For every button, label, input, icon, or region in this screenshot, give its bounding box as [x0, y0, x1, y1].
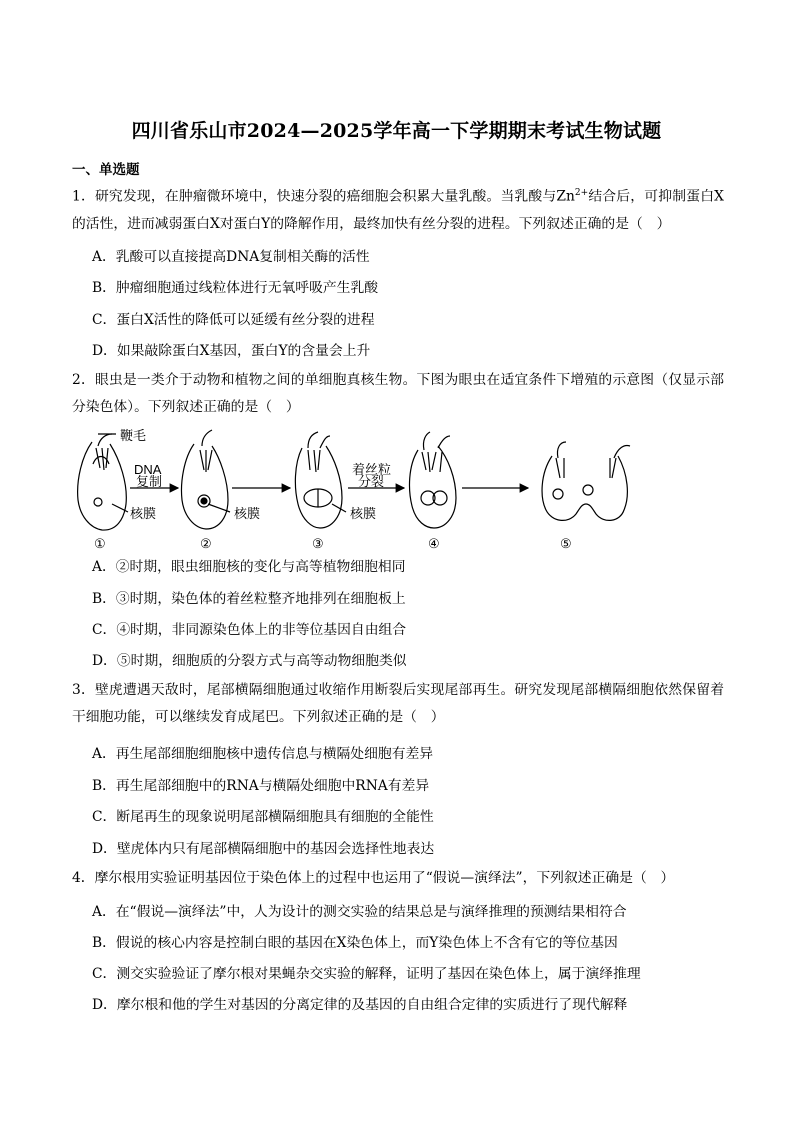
question-1-option-c: C．蛋白X活性的降低可以延缓有丝分裂的进程	[92, 312, 375, 328]
arrow-1-label-line1: DNA	[134, 462, 162, 477]
arrow-3-label-line1: 着丝粒	[352, 462, 392, 477]
arrow-1-label-line2: 复制	[136, 474, 163, 489]
cell-stage-5	[542, 442, 630, 520]
question-3-stem: 3．壁虎遭遇天敌时，尾部横隔细胞通过收缩作用断裂后实现尾部再生。研究发现尾部横隔细胞依然保留着干细胞功能，可以继续发育成尾巴。下列叙述正确的是（ ）	[72, 682, 724, 725]
euglena-division-diagram	[62, 428, 702, 556]
question-3-option-a: A．再生尾部细胞细胞核中遗传信息与横隔处细胞有差异	[92, 746, 434, 762]
nucleus-label-2: 核膜	[234, 506, 261, 521]
question-2-stem: 2．眼虫是一类介于动物和植物之间的单细胞真核生物。下图为眼虫在适宜条件下增殖的示意图（仅显示部分染色体）。下列叙述正确的是（ ）	[72, 372, 724, 415]
cell-stage-3	[295, 432, 342, 528]
question-3-option-d: D．壁虎体内只有尾部横隔细胞中的基因会选择性地表达	[92, 841, 435, 857]
section-heading: 一、单选题	[72, 162, 140, 178]
page-title: 四川省乐山市2024—2025学年高一下学期期末考试生物试题	[131, 120, 662, 142]
stage-label-5: ⑤	[560, 536, 572, 551]
question-2-option-c: C．④时期，非同源染色体上的非等位基因自由组合	[92, 622, 407, 638]
stage-label-2: ②	[200, 536, 212, 551]
cell-stage-4	[410, 432, 456, 528]
nucleus-label-3: 核膜	[350, 506, 377, 521]
question-2-option-d: D．⑤时期，细胞质的分裂方式与高等动物细胞类似	[92, 653, 407, 669]
arrow-3-label-line2: 分裂	[358, 474, 385, 489]
flagellum-label: 鞭毛	[120, 428, 147, 443]
question-4-option-b: B．假说的核心内容是控制白眼的基因在X染色体上，而Y染色体上不含有它的等位基因	[92, 935, 618, 951]
question-4-option-a: A．在“假说—演绎法”中，人为设计的测交实验的结果总是与演绎推理的预测结果相符合	[92, 904, 627, 920]
question-1-option-b: B．肿瘤细胞通过线粒体进行无氧呼吸产生乳酸	[92, 280, 379, 296]
cell-stage-1	[78, 434, 127, 530]
stage-label-1: ①	[94, 536, 106, 551]
stage-label-4: ④	[428, 536, 440, 551]
cell-stage-2	[182, 430, 229, 529]
question-1-option-a: A．乳酸可以直接提高DNA复制相关酶的活性	[92, 249, 370, 265]
stage-label-3: ③	[312, 536, 324, 551]
question-1-stem: 1．研究发现，在肿瘤微环境中，快速分裂的癌细胞会积累大量乳酸。当乳酸与$Zn^{2+}$结合后，可抑制蛋白X的活性，进而减弱蛋白X对蛋白Y的降解作用，最终加快有丝分裂的进程。下列叙述正确的是（ ）	[72, 188, 724, 232]
nucleus-label-1: 核膜	[130, 506, 157, 521]
question-1-option-d: D．如果敲除蛋白X基因，蛋白Y的含量会上升	[92, 343, 371, 359]
question-3-option-b: B．再生尾部细胞中的RNA与横隔处细胞中RNA有差异	[92, 778, 430, 794]
question-2-option-a: A．②时期，眼虫细胞核的变化与高等植物细胞相同	[92, 559, 406, 575]
question-2-option-b: B．③时期，染色体的着丝粒整齐地排列在细胞板上	[92, 591, 406, 607]
question-4-stem: 4．摩尔根用实验证明基因位于染色体上的过程中也运用了“假说—演绎法”，下列叙述正确是（ ）	[72, 870, 675, 886]
question-4-option-c: C．测交实验验证了摩尔根对果蝇杂交实验的解释，证明了基因在染色体上，属于演绎推理	[92, 966, 641, 982]
question-4-option-d: D．摩尔根和他的学生对基因的分离定律的及基因的自由组合定律的实质进行了现代解释	[92, 997, 628, 1013]
question-3-option-c: C．断尾再生的现象说明尾部横隔细胞具有细胞的全能性	[92, 809, 434, 825]
